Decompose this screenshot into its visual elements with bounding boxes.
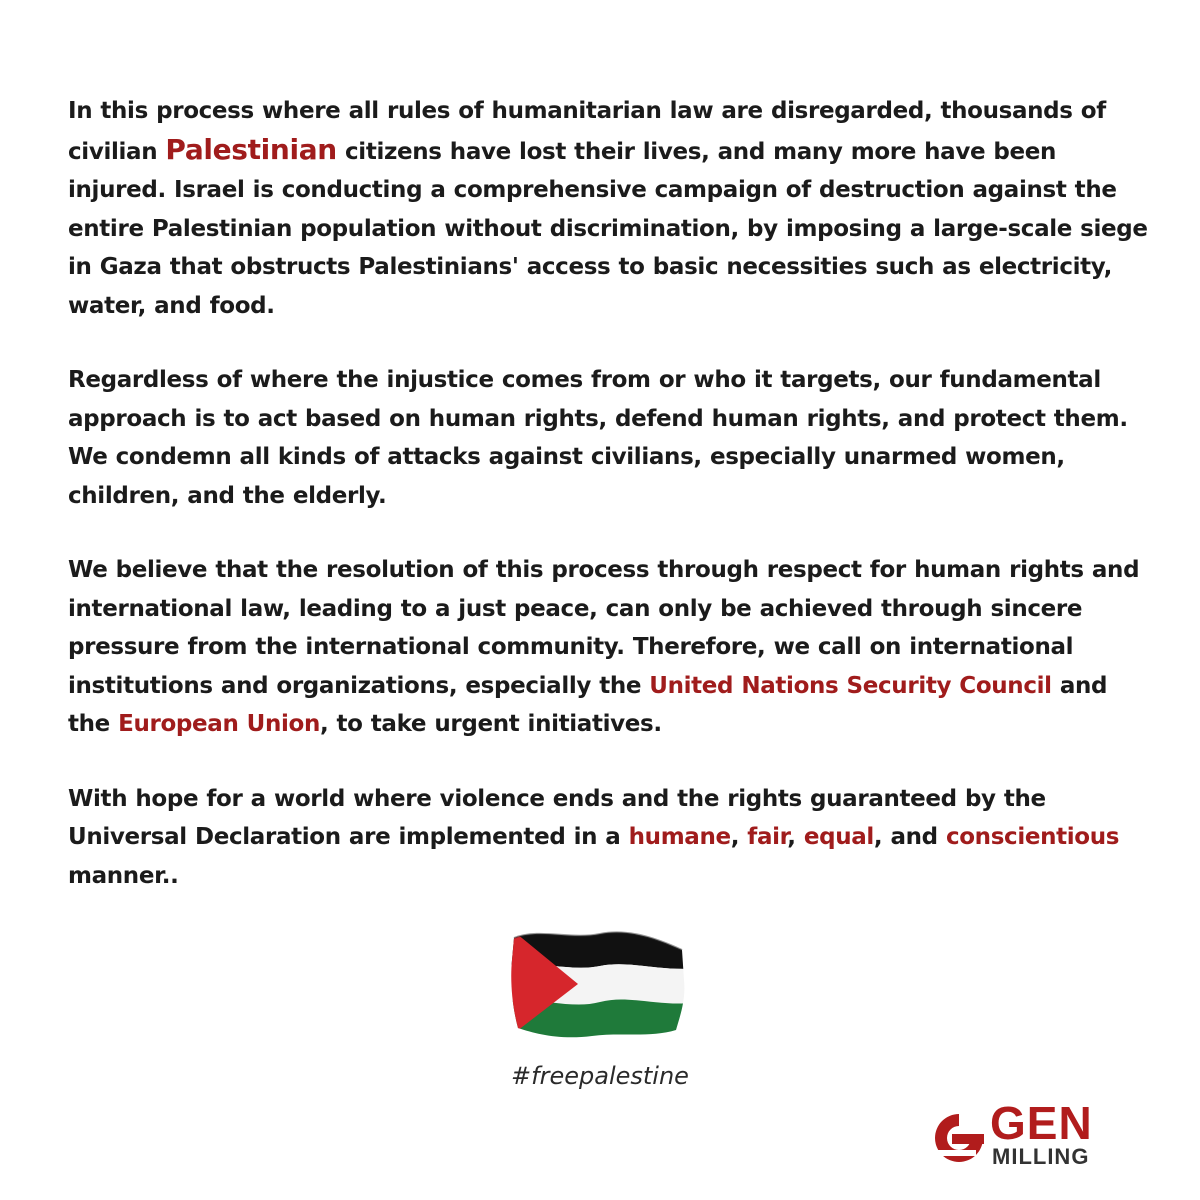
- highlight-eu: European Union: [118, 711, 320, 737]
- highlight-fair: fair: [747, 824, 788, 850]
- p4-text-a: With hope for a world where violence ends and the rights guaranteed by the Universal Declaration are implemented in a: [68, 785, 1046, 850]
- paragraph-4: [68, 780, 1148, 896]
- gen-milling-logo: [930, 1097, 1130, 1170]
- p4-text-i: manner..: [68, 862, 179, 889]
- highlight-unsc: United Nations Security Council: [649, 672, 1052, 699]
- paragraph-2: Regardless of where the injustice comes from or who it targets, our fundamental approach is to act based on human rights, defend human rights, and protect them. We condemn all kinds of attacks against civilians, especially unarmed women, children, and the elderly.: [68, 367, 1128, 509]
- logo-milling-text: MILLING: [992, 1144, 1090, 1169]
- highlight-conscientious: conscientious: [945, 824, 1120, 850]
- palestine-flag-icon: [500, 910, 700, 1050]
- statement-body: [68, 92, 1148, 931]
- p4-text-g: , and: [873, 824, 946, 850]
- p1-text-a: In this process where all rules of humanitarian law are disregarded, thousands of civilian: [68, 98, 1106, 165]
- p1-text-c: citizens have lost their lives, and many more have been injured. Israel is conducting a comprehensive campaign of destruction against the entire Palestinian population without discrimination, by imposing a large-scale siege in Gaza that obstructs Palestinians' access to basic necessities such as electricity, water, and food.: [68, 138, 1148, 319]
- p3-text-e: , to take urgent initiatives.: [319, 711, 662, 737]
- paragraph-3: [68, 551, 1148, 744]
- p4-text-c: ,: [730, 824, 748, 850]
- highlight-palestinian: Palestinian: [165, 132, 337, 166]
- p3-text-a: We believe that the resolution of this process through respect for human rights and international law, leading to a just peace, can only be achieved through sincere pressure from the international community. Therefore, we call on international institutions and organizations, especially the: [68, 557, 1140, 699]
- highlight-equal: equal: [803, 824, 874, 850]
- hashtag-text: #freepalestine: [511, 1062, 689, 1090]
- highlight-humane: humane: [628, 824, 731, 850]
- paragraph-1: [68, 92, 1148, 325]
- p3-text-c: and the: [68, 672, 1108, 737]
- gen-logo-mark-icon: [930, 1110, 988, 1166]
- logo-gen-text: GEN: [990, 1097, 1093, 1149]
- p4-text-e: ,: [787, 824, 804, 850]
